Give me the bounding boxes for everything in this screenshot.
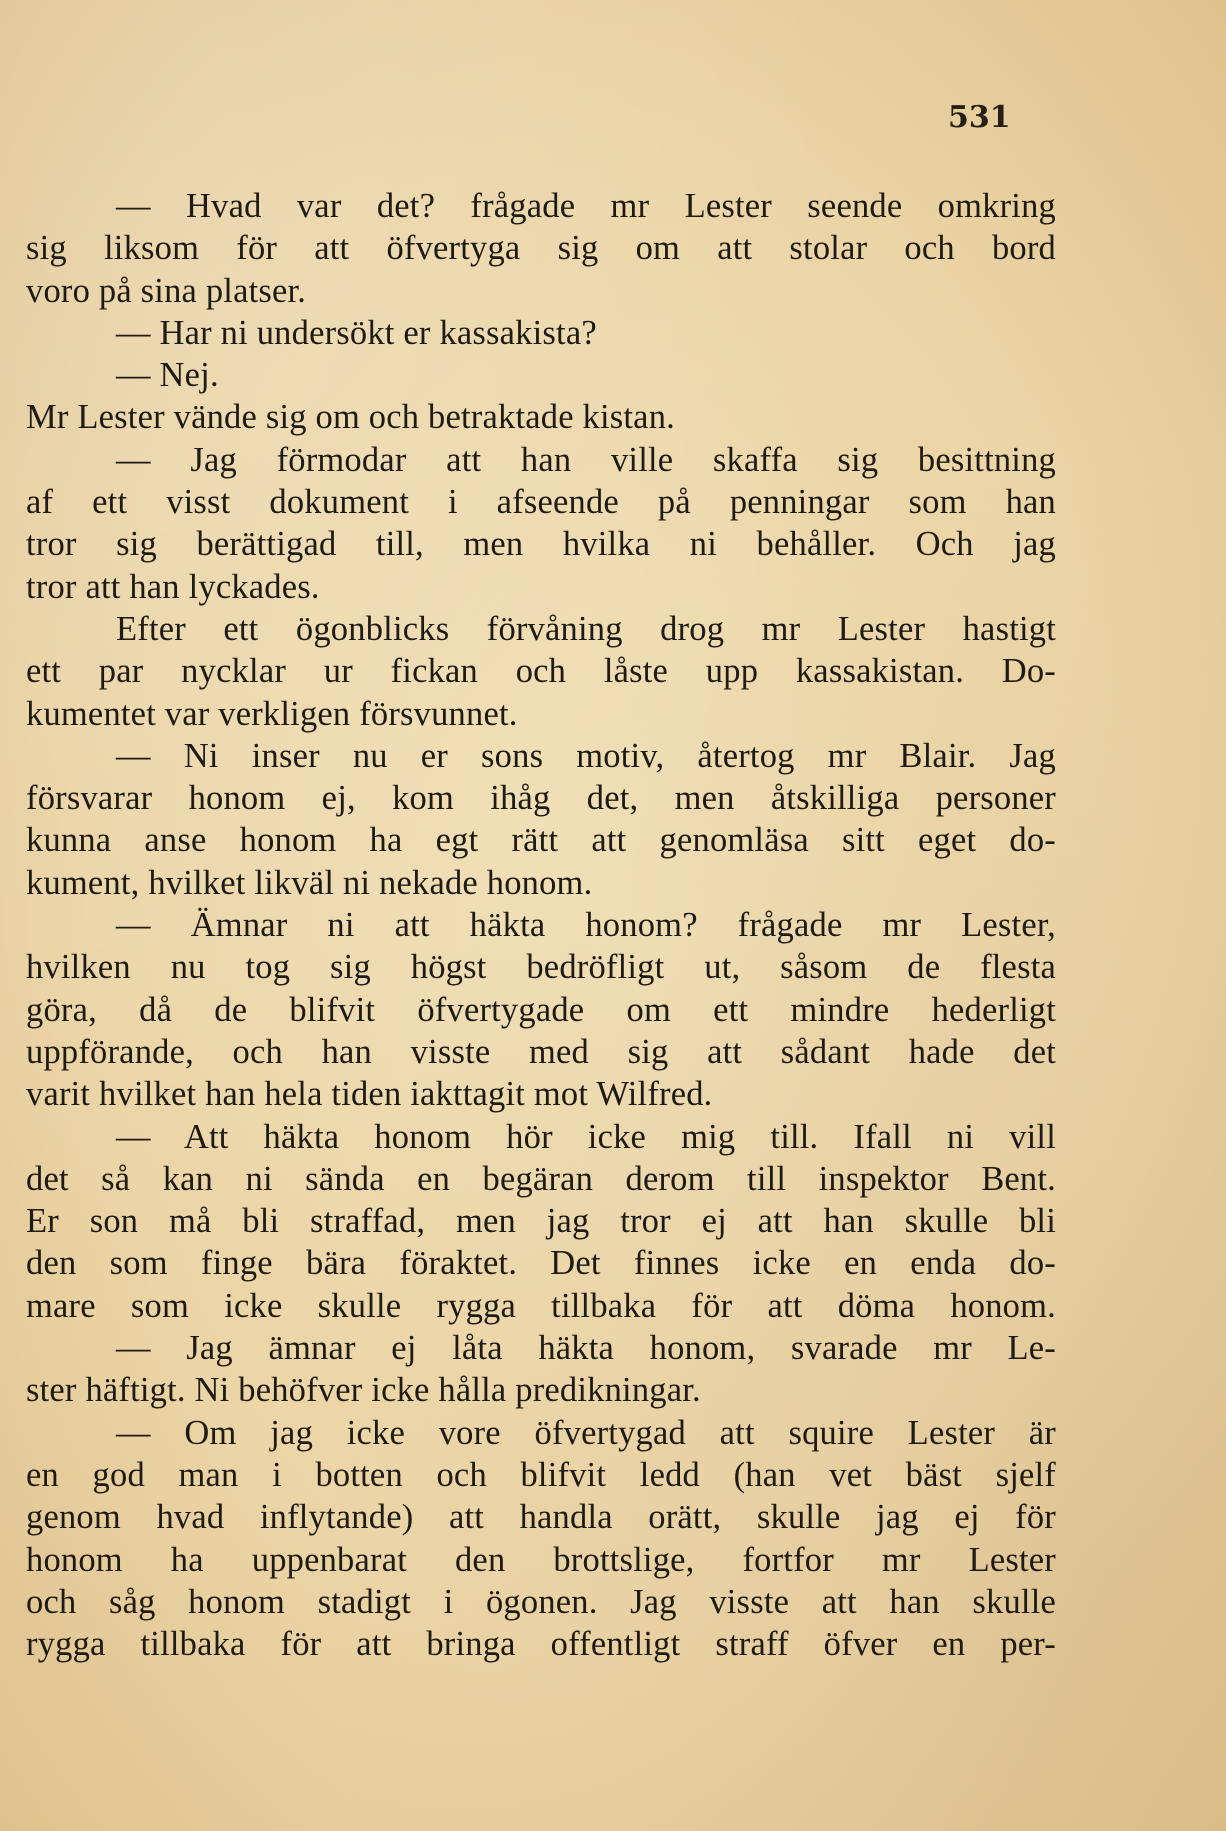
text-line: genom hvad inflytande) att handla orätt, skulle jag ej för <box>26 1498 1056 1537</box>
text-line: göra, då de blifvit öfvertygade om ett mindre hederligt <box>26 990 1056 1029</box>
text-line: försvarar honom ej, kom ihåg det, men åtskilliga personer <box>26 779 1056 818</box>
text-line: kunna anse honom ha egt rätt att genomläsa sitt eget do- <box>26 821 1056 860</box>
text-line: voro på sina platser. <box>26 271 307 310</box>
text-line: honom ha uppenbarat den brottslige, fortfor mr Lester <box>26 1540 1056 1579</box>
text-line: — Hvad var det? frågade mr Lester seende omkring <box>116 187 1056 225</box>
text-line: — Jag förmodar att han ville skaffa sig besittning <box>116 440 1056 479</box>
text-line: Efter ett ögonblicks förvåning drog mr Lester hastigt <box>116 609 1056 648</box>
text-line: den som finge bära föraktet. Det finnes icke en enda do- <box>26 1244 1056 1283</box>
body-text <box>26 185 1056 1665</box>
text-line: Mr Lester vände sig om och betraktade kistan. <box>26 398 675 437</box>
text-line: ett par nycklar ur fickan och låste upp kassakistan. Do- <box>26 652 1056 691</box>
text-line: tror att han lyckades. <box>26 567 320 606</box>
text-line: kumentet var verkligen försvunnet. <box>26 694 518 733</box>
text-line: och såg honom stadigt i ögonen. Jag visste att han skulle <box>26 1582 1056 1621</box>
text-line: — Jag ämnar ej låta häkta honom, svarade mr Le- <box>116 1329 1056 1368</box>
text-line: — Har ni undersökt er kassakista? <box>116 313 597 352</box>
text-line: sig liksom för att öfvertyga sig om att stolar och bord <box>26 229 1056 268</box>
text-line: ster häftigt. Ni behöfver icke hålla predikningar. <box>26 1371 701 1410</box>
text-line: mare som icke skulle rygga tillbaka för att döma honom. <box>26 1286 1056 1325</box>
text-line: — Ni inser nu er sons motiv, återtog mr Blair. Jag <box>116 736 1056 775</box>
text-line: det så kan ni sända en begäran derom till inspektor Bent. <box>26 1159 1056 1198</box>
text-line: en god man i botten och blifvit ledd (han vet bäst sjelf <box>26 1455 1056 1494</box>
text-line: — Ämnar ni att häkta honom? frågade mr Lester, <box>116 906 1056 945</box>
text-line: tror sig berättigad till, men hvilka ni behåller. Och jag <box>26 525 1056 564</box>
text-line: — Att häkta honom hör icke mig till. Ifall ni vill <box>116 1117 1056 1156</box>
text-line: hvilken nu tog sig högst bedröfligt ut, såsom de flesta <box>26 948 1056 987</box>
text-line: — Nej. <box>116 356 219 395</box>
text-line: — Om jag icke vore öfvertygad att squire Lester är <box>116 1413 1056 1452</box>
text-line: af ett visst dokument i afseende på penningar som han <box>26 483 1056 522</box>
text-line: varit hvilket han hela tiden iakttagit mot Wilfred. <box>26 1075 713 1114</box>
text-line: kument, hvilket likväl ni nekade honom. <box>26 863 593 902</box>
text-line: uppförande, och han visste med sig att sådant hade det <box>26 1032 1056 1071</box>
page-number: 531 <box>948 100 1011 135</box>
text-line: rygga tillbaka för att bringa offentligt straff öfver en per- <box>26 1625 1056 1664</box>
text-line: Er son må bli straffad, men jag tror ej att han skulle bli <box>26 1202 1056 1241</box>
